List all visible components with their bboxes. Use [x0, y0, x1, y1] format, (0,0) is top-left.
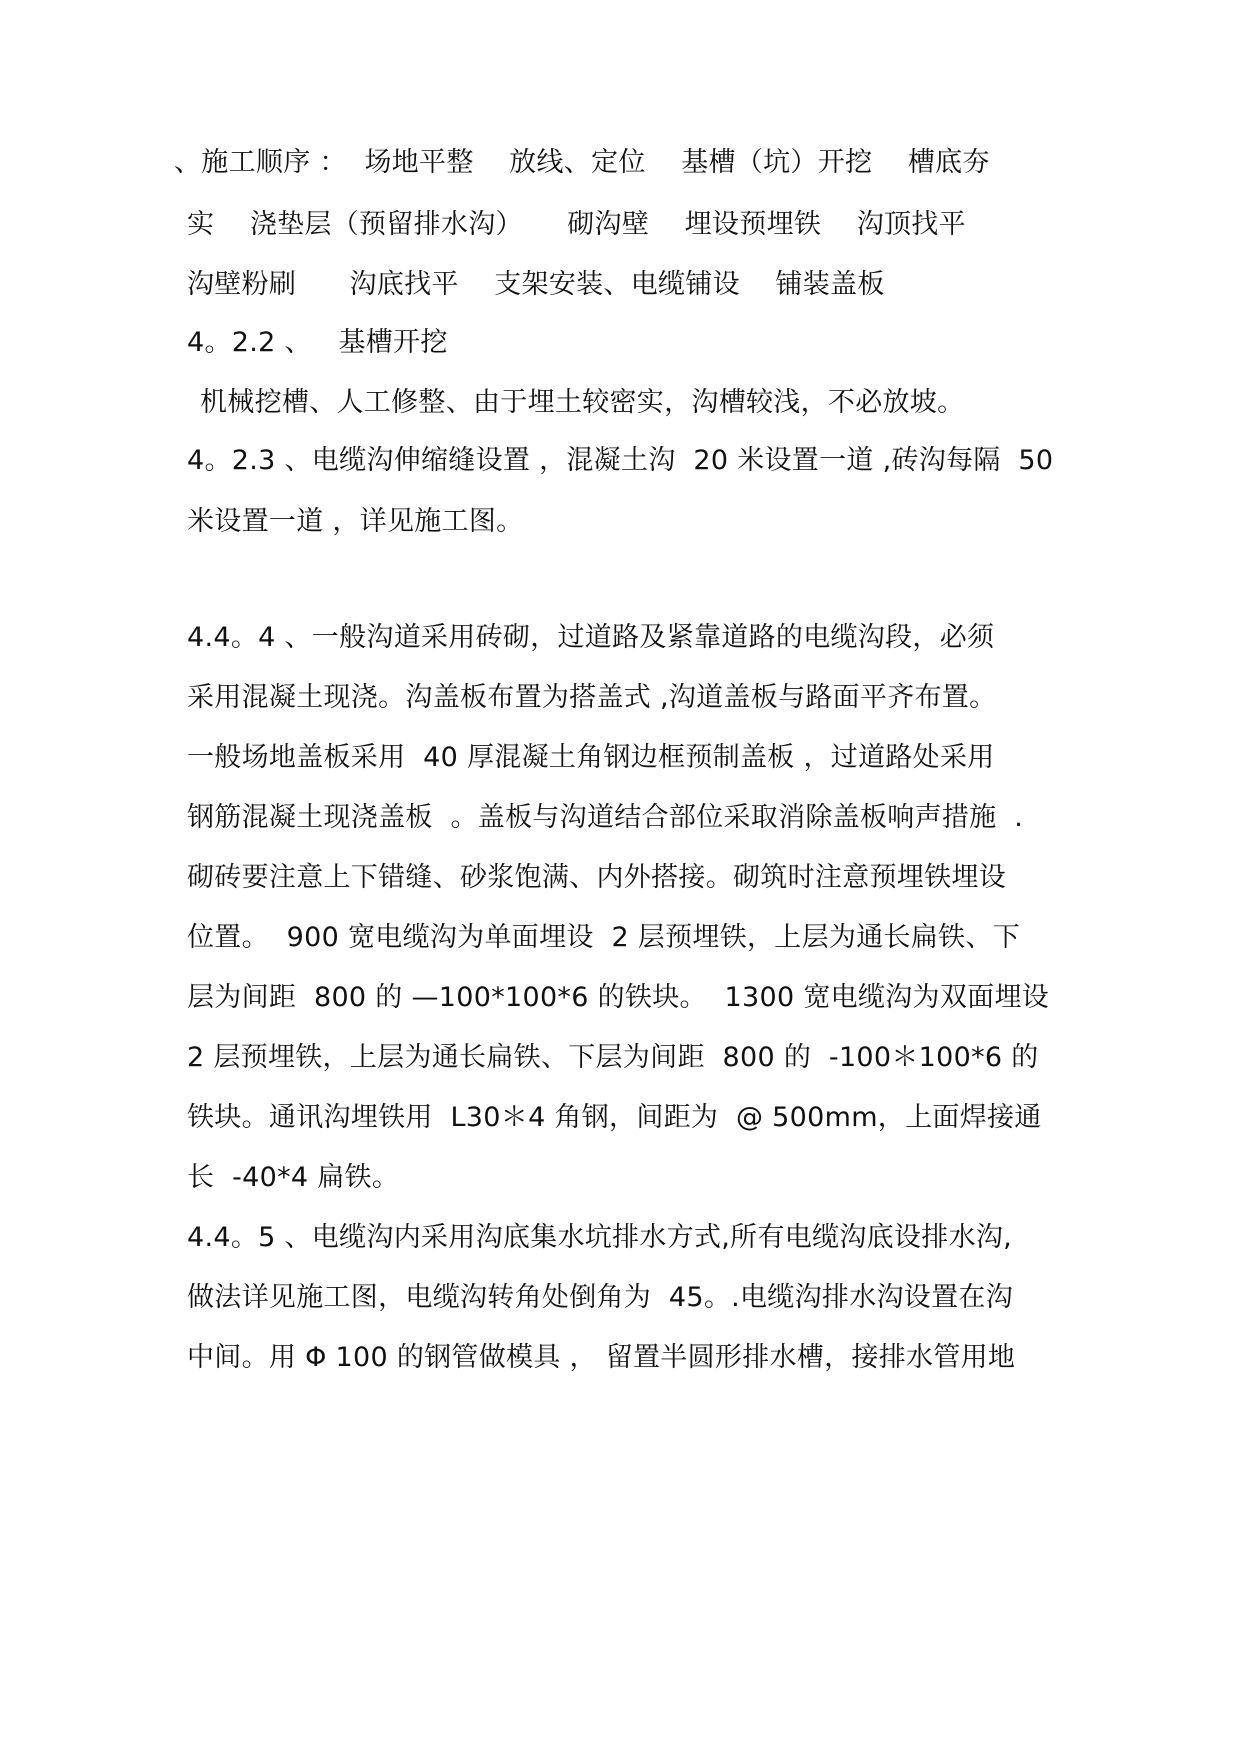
- text-line: 米设置一道 ，详见施工图。: [187, 506, 524, 537]
- text-line: 一般场地盖板采用 40 厚混凝土角钢边框预制盖板 ，过道路处采用: [187, 742, 995, 773]
- text-line: 做法详见施工图，电缆沟转角处倒角为 45。.电缆沟排水沟设置在沟: [187, 1282, 1014, 1313]
- text-line: 铁块。通讯沟埋铁用 L30＊4 角钢，间距为 @ 500mm，上面焊接通: [187, 1102, 1042, 1133]
- text-line: 层为间距 800 的 —100*100*6 的铁块。 1300 宽电缆沟为双面埋设: [187, 982, 1050, 1013]
- text-line: 2 层预埋铁，上层为通长扁铁、下层为间距 800 的 -100＊100*6 的: [187, 1042, 1039, 1073]
- text-line: 采用混凝土现浇。沟盖板布置为搭盖式 ,沟道盖板与路面平齐布置。: [187, 682, 997, 713]
- text-line: 钢筋混凝土现浇盖板 。盖板与沟道结合部位采取消除盖板响声措施 .: [187, 802, 1024, 833]
- text-line: 、施工顺序 ： 场地平整 放线、定位 基槽（坑）开挖 槽底夯: [174, 147, 990, 178]
- section-heading: 4。2.2 、 基槽开挖: [187, 327, 448, 358]
- section-heading: 4.4。5 、电缆沟内采用沟底集水坑排水方式,所有电缆沟底设排水沟,: [187, 1222, 1013, 1253]
- text-line: 沟壁粉刷 沟底找平 支架安装、电缆铺设 铺装盖板: [187, 269, 885, 300]
- text-line: 机械挖槽、人工修整、由于埋土较密实，沟槽较浅，不必放坡。: [200, 387, 965, 418]
- text-line: 位置。 900 宽电缆沟为单面埋设 2 层预埋铁，上层为通长扁铁、下: [187, 922, 1021, 953]
- text-line: 砌砖要注意上下错缝、砂浆饱满、内外搭接。砌筑时注意预埋铁埋设: [187, 862, 1006, 893]
- section-heading: 4。2.3 、电缆沟伸缩缝设置 ，混凝土沟 20 米设置一道 ,砖沟每隔 50: [187, 445, 1054, 476]
- text-line: 中间。用 Φ 100 的钢管做模具 ， 留置半圆形排水槽，接排水管用地: [187, 1342, 1016, 1373]
- section-heading: 4.4。4 、一般沟道采用砖砌，过道路及紧靠道路的电缆沟段，必须: [187, 622, 995, 653]
- text-line: 实 浇垫层（预留排水沟） 砌沟壁 埋设预埋铁 沟顶找平: [187, 209, 966, 240]
- text-line: 长 -40*4 扁铁。: [187, 1162, 400, 1193]
